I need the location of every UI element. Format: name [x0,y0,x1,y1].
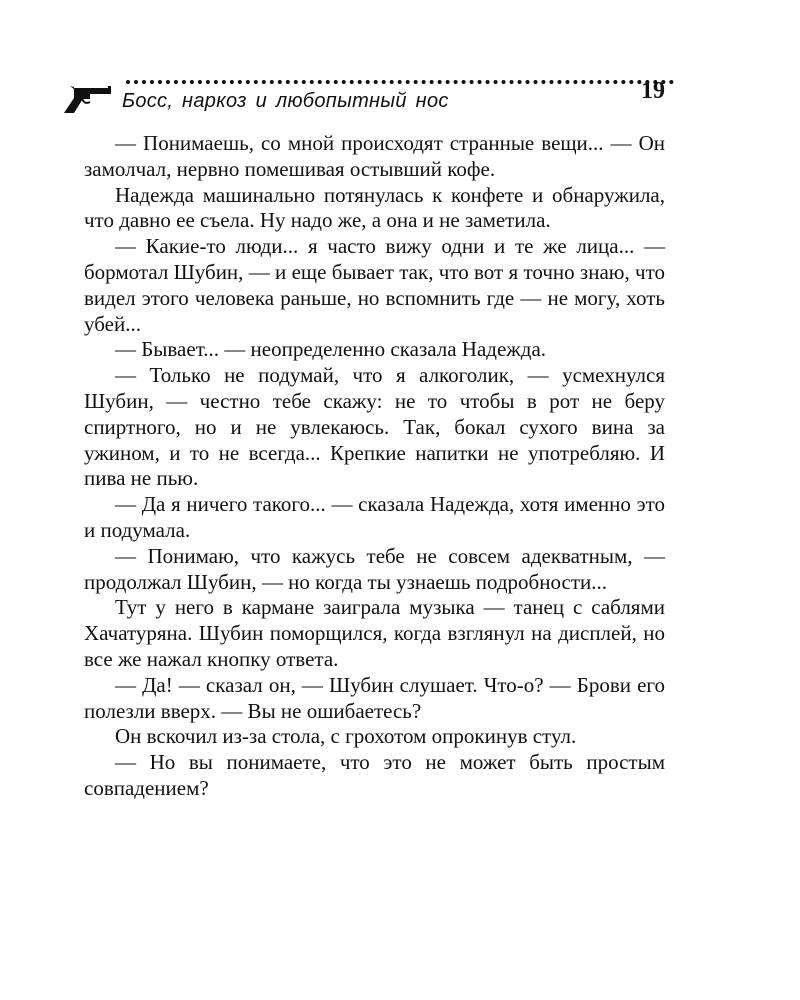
paragraph: — Только не подумай, что я алкоголик, — усмехнулся Шубин, — честно тебе скажу: не то чтобы в рот не беру спиртного, но и не увлекаюсь. Так, бокал сухого вина за ужином, и то не всегда... Крепкие напитки не употребляю. И пива не пью. [84,363,665,491]
paragraph: Надежда машинально потянулась к конфете и обнаружила, что давно ее съела. Ну надо же, а она и не заметила. [84,182,665,233]
paragraph: Тут у него в кармане заиграла музыка — танец с саблями Хачатуряна. Шубин поморщился, когда взглянул на дисплей, но все же нажал кнопку ответа. [84,595,665,671]
page-header [62,74,667,124]
paragraph: — Понимаю, что кажусь тебе не совсем адекватным, — продолжал Шубин, — но когда ты узнаешь подробности... [84,543,665,594]
header-dotted-rule [126,80,674,84]
paragraph: — Да я ничего такого... — сказала Надежда, хотя именно это и подумала. [84,492,665,542]
paragraph: — Да! — сказал он, — Шубин слушает. Что-о? — Брови его полезли вверх. — Вы не ошибаетесь? [84,672,665,723]
page-number: 19 [641,78,665,104]
paragraph: — Понимаешь, со мной происходят странные вещи... — Он замолчал, нервно помешивая остывший кофе. [84,131,665,181]
revolver-icon [62,86,112,114]
paragraph: Он вскочил из-за стола, с грохотом опрокинув стул. [115,724,577,749]
body-text [84,131,665,802]
paragraph: — Бывает... — неопределенно сказала Надежда. [115,337,547,362]
running-title: Босс, наркоз и любопытный нос [122,90,449,112]
paragraph: — Какие-то люди... я часто вижу одни и те же лица... — бормотал Шубин, — и еще бывает так, что вот я точно знаю, что видел этого человека раньше, но вспомнить где — не могу, хоть убей... [84,234,665,336]
paragraph: — Но вы понимаете, что это не может быть простым совпадением? [84,750,665,800]
